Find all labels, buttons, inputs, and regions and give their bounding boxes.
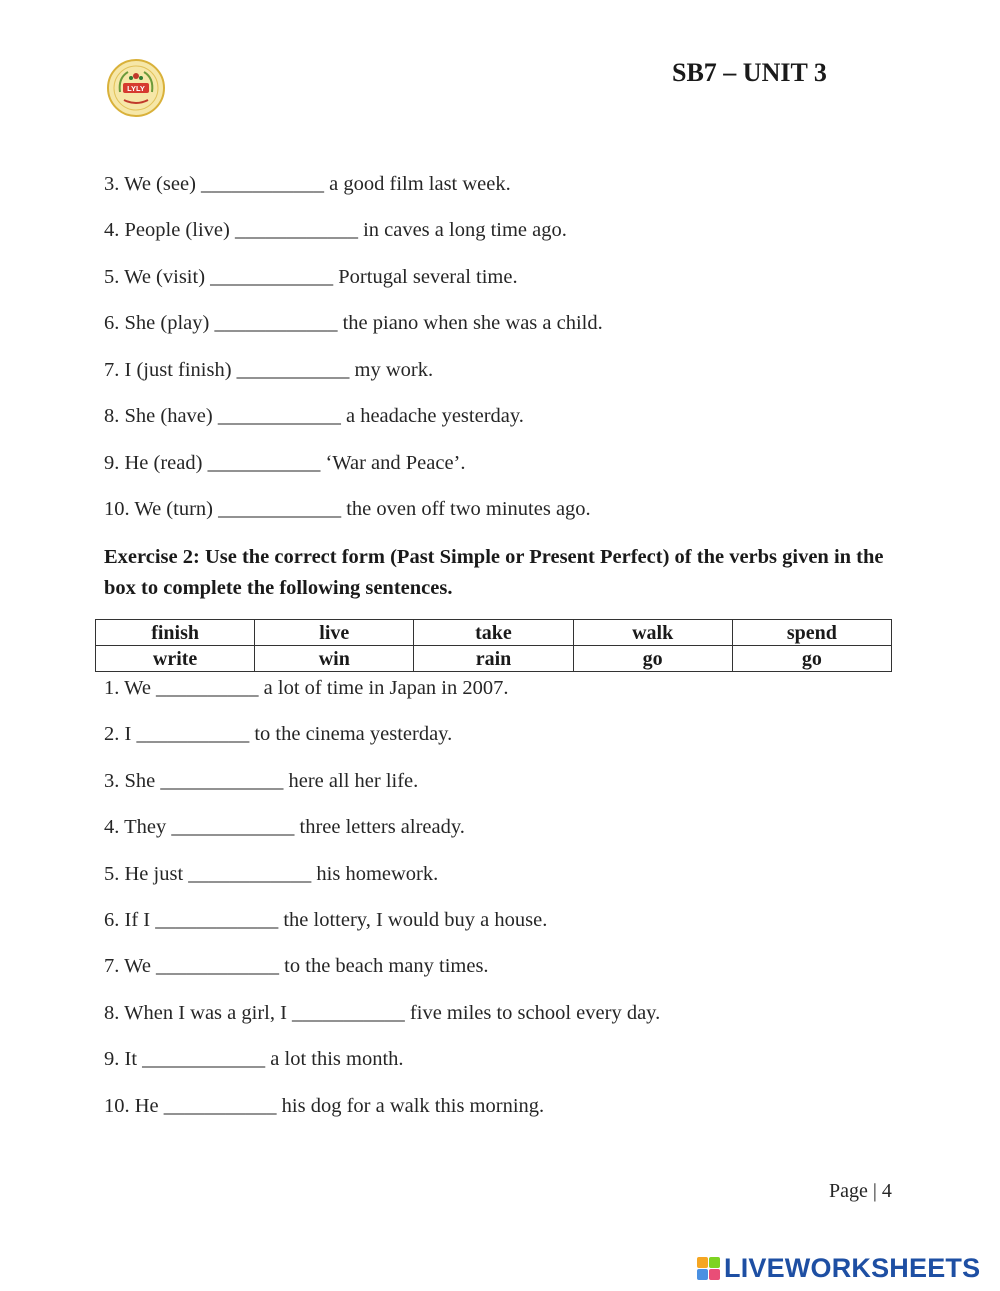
verb-cell: live [255,620,414,646]
logo-text: LYLY [127,84,145,93]
exercise1-item: 5. We (visit) ____________ Portugal several time. [104,266,518,288]
verb-cell: write [96,646,255,672]
unit-title: SB7 – UNIT 3 [672,58,827,87]
verb-cell: rain [414,646,573,672]
exercise1-item: 6. She (play) ____________ the piano when she was a child. [104,312,603,334]
exercise1-item: 3. We (see) ____________ a good film last week. [104,173,511,195]
liveworksheets-brand[interactable] [697,1253,980,1284]
exercise1-item: 7. I (just finish) ___________ my work. [104,359,434,381]
verb-cell: walk [573,620,732,646]
verb-cell: go [573,646,732,672]
exercise2-item: 2. I ___________ to the cinema yesterday. [104,723,453,745]
school-logo [106,58,166,118]
exercise2-item: 10. He ___________ his dog for a walk this morning. [104,1095,545,1117]
exercise2-item: 6. If I ____________ the lottery, I would buy a house. [104,909,548,931]
exercise1-item: 4. People (live) ____________ in caves a long time ago. [104,219,567,241]
verb-cell: spend [732,620,891,646]
page-number: Page | 4 [829,1180,892,1202]
exercise2-item: 7. We ____________ to the beach many times. [104,955,489,977]
verb-cell: go [732,646,891,672]
exercise2-item: 9. It ____________ a lot this month. [104,1048,404,1070]
verb-cell: finish [96,620,255,646]
exercise2-item: 8. When I was a girl, I ___________ five miles to school every day. [104,1002,661,1024]
exercise2-item: 5. He just ____________ his homework. [104,863,439,885]
verb-box-row [96,646,892,672]
liveworksheets-wordmark: LIVEWORKSHEETS [724,1253,981,1283]
exercise2-item: 4. They ____________ three letters already. [104,816,465,838]
exercise2-item: 1. We __________ a lot of time in Japan in 2007. [104,677,509,699]
verb-box-row [96,620,892,646]
exercise2-item: 3. She ____________ here all her life. [104,770,419,792]
exercise1-item: 9. He (read) ___________ ‘War and Peace’. [104,452,466,474]
exercise2-heading: Exercise 2: Use the correct form (Past Simple or Present Perfect) of the verbs given in the box to complete the following sentences. [104,546,884,599]
verb-box [95,619,892,672]
verb-cell: take [414,620,573,646]
liveworksheets-logo-icon [697,1257,720,1280]
verb-cell: win [255,646,414,672]
exercise1-item: 8. She (have) ____________ a headache yesterday. [104,405,524,427]
exercise1-item: 10. We (turn) ____________ the oven off two minutes ago. [104,498,591,520]
